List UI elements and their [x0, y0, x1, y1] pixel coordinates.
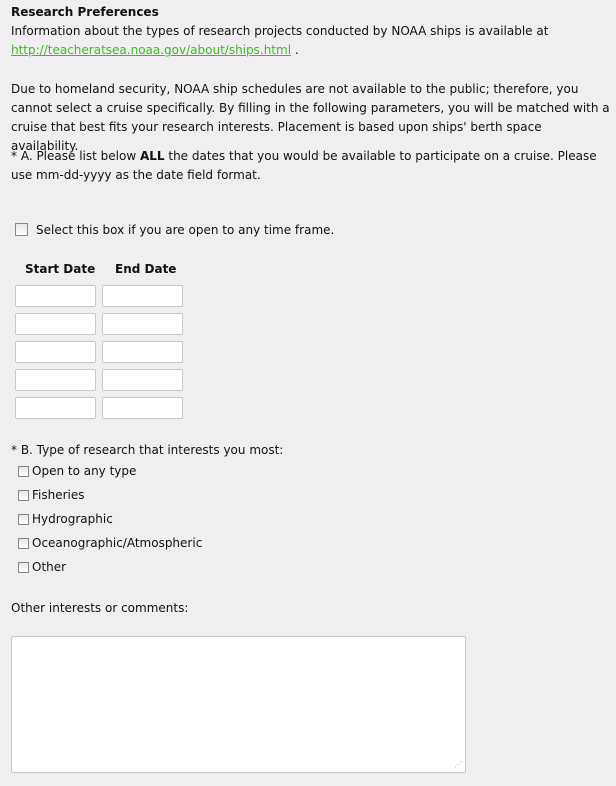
checkbox[interactable]	[18, 514, 29, 525]
option-label: Hydrographic	[32, 512, 113, 526]
resize-grip-icon[interactable]: ⋰	[454, 760, 462, 769]
open-timeframe-checkbox[interactable]	[15, 223, 28, 236]
checkbox[interactable]	[18, 538, 29, 549]
research-option-oceanographic[interactable]	[18, 536, 202, 550]
open-timeframe-row	[15, 221, 615, 240]
comments-textarea[interactable]	[11, 636, 466, 773]
question-a-emph: ALL	[139, 149, 165, 163]
question-a-suffix: the dates that you would be available to participate on a cruise. Please use mm-dd-yyyy as the date field format.	[11, 149, 597, 182]
start-date-input-1[interactable]	[15, 285, 96, 307]
question-a-prefix: * A. Please list below	[11, 149, 140, 163]
end-date-input-3[interactable]	[102, 341, 183, 363]
end-date-input-5[interactable]	[102, 397, 183, 419]
question-b: * B. Type of research that interests you most:	[11, 443, 284, 457]
start-date-input-2[interactable]	[15, 313, 96, 335]
end-date-input-4[interactable]	[102, 369, 183, 391]
option-label: Oceanographic/Atmospheric	[32, 536, 203, 550]
research-option-other[interactable]	[18, 560, 66, 574]
info-paragraph	[11, 22, 611, 60]
section-title: Research Preferences	[11, 5, 159, 19]
comments-label: Other interests or comments:	[11, 601, 189, 615]
checkbox[interactable]	[18, 490, 29, 501]
security-notice: Due to homeland security, NOAA ship schedules are not available to the public; therefore, you cannot select a cruise specifically. By filling in the following parameters, you will be matched with a cruise that best fits your research interests. Placement is based upon ships' berth space availability.	[11, 82, 610, 153]
start-date-input-5[interactable]	[15, 397, 96, 419]
info-suffix: .	[291, 43, 299, 57]
end-date-input-2[interactable]	[102, 313, 183, 335]
option-label: Fisheries	[32, 488, 85, 502]
option-label: Open to any type	[32, 464, 137, 478]
info-text: Information about the types of research projects conducted by NOAA ships is available at	[11, 24, 549, 38]
end-date-header: End Date	[115, 262, 177, 276]
start-date-input-4[interactable]	[15, 369, 96, 391]
checkbox[interactable]	[18, 562, 29, 573]
open-timeframe-label: Select this box if you are open to any time frame.	[36, 223, 335, 237]
start-date-header: Start Date	[25, 262, 96, 276]
start-date-input-3[interactable]	[15, 341, 96, 363]
research-option-open[interactable]	[18, 464, 136, 478]
option-label: Other	[32, 560, 67, 574]
question-a	[11, 147, 611, 185]
ships-link[interactable]: http://teacheratsea.noaa.gov/about/ships.html	[11, 43, 292, 57]
end-date-input-1[interactable]	[102, 285, 183, 307]
research-option-hydrographic[interactable]	[18, 512, 113, 526]
checkbox[interactable]	[18, 466, 29, 477]
research-option-fisheries[interactable]	[18, 488, 85, 502]
